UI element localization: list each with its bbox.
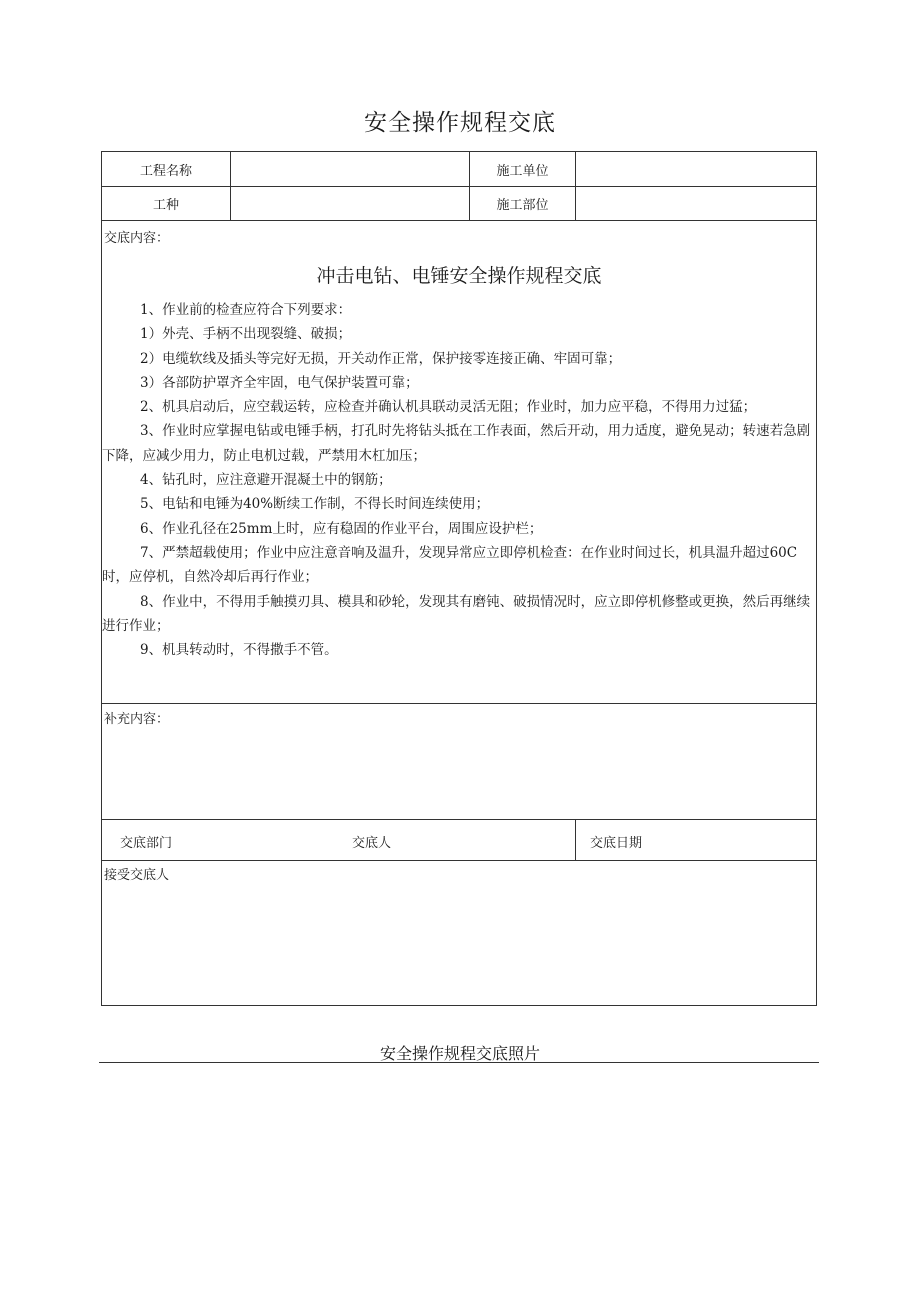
content-title: 冲击电钻、电锤安全操作规程交底 [316, 265, 602, 287]
header-row-project [102, 152, 816, 187]
content-paragraph: 3）各部防护罩齐全牢固，电气保护装置可靠； [140, 374, 419, 391]
content-paragraph: 9、机具转动时，不得撒手不管。 [140, 642, 338, 659]
content-body [102, 298, 816, 662]
project-name-field[interactable] [230, 152, 469, 186]
content-paragraph: 5、电钻和电锤为40%断续工作制，不得长时间连续使用； [140, 496, 490, 513]
photo-section-divider [99, 1062, 819, 1063]
supplement-label: 补充内容： [104, 712, 170, 727]
content-paragraph: 7、严禁超载使用；作业中应注意音响及温升，发现异常应立即停机检查：在作业时间过长，机具温升超过60C时，应停机，自然冷却后再行作业； [102, 544, 798, 586]
briefer-label: 交底人 [352, 836, 392, 851]
content-paragraph: 3、作业时应掌握电钻或电锤手柄，打孔时先将钻头抵在工作表面，然后开动，用力适度，避免晃动；转速若急剧下降，应减少用力，防止电机过载，严禁用木杠加压； [102, 423, 811, 464]
content-paragraph: 2）电缆软线及插头等完好无损，开关动作正常，保护接零连接正确、牢固可靠； [140, 350, 622, 367]
content-paragraph: 4、钻孔时，应注意避开混凝土中的钢筋； [140, 472, 392, 489]
project-name-label: 工程名称 [139, 163, 192, 179]
construction-part-field[interactable] [575, 187, 816, 220]
construction-unit-field[interactable] [575, 152, 816, 186]
content-paragraph: 2、机具启动后，应空载运转，应检查并确认机具联动灵活无阻；作业时，加力应平稳，不得用力过猛； [140, 399, 757, 416]
photo-section-title: 安全操作规程交底照片 [379, 1044, 540, 1063]
content-label: 交底内容： [104, 231, 170, 246]
content-paragraph: 6、作业孔径在25mm上时，应有稳固的作业平台，周围应设护栏； [140, 520, 543, 537]
receiver-label: 接受交底人 [104, 868, 170, 883]
content-paragraph: 8、作业中，不得用手触摸刃具、模具和砂轮，发现其有磨钝、破损情况时，应立即停机修整或更换，然后再继续进行作业； [102, 593, 811, 634]
date-label: 交底日期 [590, 836, 643, 851]
document-title: 安全操作规程交底 [364, 110, 556, 136]
date-cell[interactable] [575, 820, 816, 860]
construction-unit-label: 施工单位 [469, 152, 575, 186]
sign-row [102, 820, 816, 861]
supplement-section[interactable] [102, 704, 816, 820]
department-label: 交底部门 [120, 836, 173, 851]
content-section [102, 221, 816, 704]
work-type-field[interactable] [230, 187, 469, 220]
content-paragraph: 1、作业前的检查应符合下列要求： [140, 302, 352, 318]
receiver-section[interactable] [102, 861, 816, 1005]
content-paragraph: 1）外壳、手柄不出现裂缝、破损； [140, 326, 352, 343]
work-type-label: 工种 [152, 198, 179, 213]
construction-part-label: 施工部位 [469, 187, 575, 220]
header-row-work [102, 187, 816, 221]
briefing-form [101, 151, 817, 1006]
